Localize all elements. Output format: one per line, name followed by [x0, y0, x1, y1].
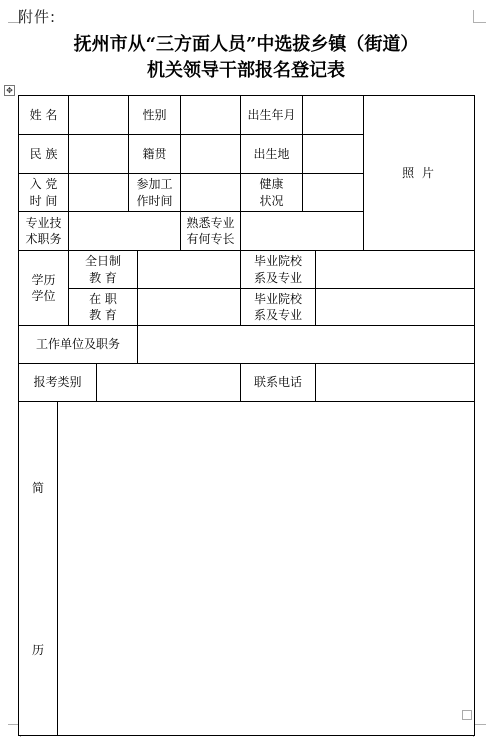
professional-title-label: 专业技 术职务: [18, 211, 69, 251]
photo-box[interactable]: 照 片: [363, 95, 475, 251]
native-place-label: 籍贯: [128, 134, 181, 174]
expertise-field[interactable]: [240, 211, 364, 251]
resume-label-cell: [18, 401, 58, 736]
phone-field[interactable]: [315, 363, 475, 402]
resume-label-char-2: 历: [31, 643, 44, 657]
health-status-label: 健康 状况: [240, 173, 303, 212]
birth-date-label: 出生年月: [240, 95, 303, 135]
education-degree-label: 学历 学位: [18, 250, 69, 326]
phone-label: 联系电话: [240, 363, 316, 402]
work-start-date-field[interactable]: [180, 173, 241, 212]
fulltime-graduate-school-field[interactable]: [315, 250, 475, 289]
inservice-graduate-school-label: 毕业院校 系及专业: [240, 288, 316, 326]
name-field[interactable]: [68, 95, 129, 135]
birthplace-field[interactable]: [302, 134, 364, 174]
ethnicity-label: 民 族: [18, 134, 69, 174]
fulltime-graduate-school-label: 毕业院校 系及专业: [240, 250, 316, 289]
ethnicity-field[interactable]: [68, 134, 129, 174]
native-place-field[interactable]: [180, 134, 241, 174]
birthplace-label: 出生地: [240, 134, 303, 174]
fulltime-education-field[interactable]: [137, 250, 241, 289]
table-move-handle-icon[interactable]: ✥: [4, 85, 15, 96]
fulltime-education-label: 全日制 教 育: [68, 250, 138, 289]
professional-title-field[interactable]: [68, 211, 181, 251]
apply-category-label: 报考类别: [18, 363, 97, 402]
inservice-education-field[interactable]: [137, 288, 241, 326]
resume-label-char-1: 简: [31, 481, 44, 495]
name-label: 姓 名: [18, 95, 69, 135]
inservice-education-label: 在 职 教 育: [68, 288, 138, 326]
workplace-position-label: 工作单位及职务: [18, 325, 138, 364]
attachment-label: 附件:: [18, 8, 57, 26]
party-join-date-field[interactable]: [68, 173, 129, 212]
workplace-position-field[interactable]: [137, 325, 475, 364]
gender-label: 性别: [128, 95, 181, 135]
birth-date-field[interactable]: [302, 95, 364, 135]
page-title-line2: 机关领导干部报名登记表: [147, 60, 345, 81]
apply-category-field[interactable]: [96, 363, 241, 402]
table-resize-handle[interactable]: [462, 710, 472, 720]
health-status-field[interactable]: [302, 173, 364, 212]
work-start-date-label: 参加工 作时间: [128, 173, 181, 212]
expertise-label: 熟悉专业 有何专长: [180, 211, 241, 251]
party-join-date-label: 入 党 时 间: [18, 173, 69, 212]
gender-field[interactable]: [180, 95, 241, 135]
inservice-graduate-school-field[interactable]: [315, 288, 475, 326]
page-title-line1: 抚州市从“三方面人员”中选拔乡镇（街道）: [73, 34, 419, 55]
page-corner-mark: [473, 10, 486, 23]
resume-field[interactable]: [57, 401, 475, 736]
